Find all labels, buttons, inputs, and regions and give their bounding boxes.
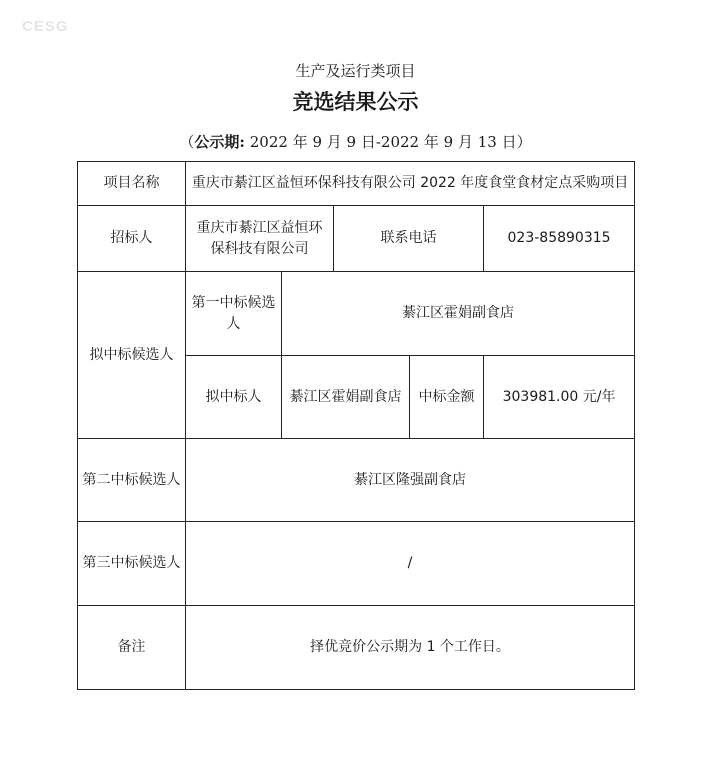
project-name-value: 重庆市綦江区益恒环保科技有限公司 2022 年度食堂食材定点采购项目 bbox=[186, 162, 635, 206]
result-table bbox=[77, 161, 635, 690]
first-candidate-label: 第一中标候选人 bbox=[186, 272, 282, 356]
project-name-label: 项目名称 bbox=[78, 162, 186, 206]
row-second-candidate bbox=[78, 439, 635, 522]
tenderer-value: 重庆市綦江区益恒环保科技有限公司 bbox=[186, 206, 334, 272]
proposed-winner-label: 拟中标人 bbox=[186, 356, 282, 439]
watermark-logo: CESG bbox=[22, 18, 69, 35]
period-value: 2022 年 9 月 9 日-2022 年 9 月 13 日 bbox=[249, 133, 517, 151]
row-remarks bbox=[78, 606, 635, 690]
document-category: 生产及运行类项目 bbox=[295, 62, 416, 80]
tenderer-label: 招标人 bbox=[78, 206, 186, 272]
contact-label: 联系电话 bbox=[334, 206, 484, 272]
first-candidate-value: 綦江区霍娟副食店 bbox=[282, 272, 635, 356]
row-project-name bbox=[78, 162, 635, 206]
remarks-value: 择优竞价公示期为 1 个工作日。 bbox=[186, 606, 635, 690]
proposed-winner-value: 綦江区霍娟副食店 bbox=[282, 356, 410, 439]
document-title: 竞选结果公示 bbox=[292, 89, 419, 114]
row-third-candidate bbox=[78, 522, 635, 606]
bid-amount-value: 303981.00 元/年 bbox=[484, 356, 635, 439]
proposed-candidates-label: 拟中标候选人 bbox=[78, 272, 186, 439]
third-candidate-value: / bbox=[186, 522, 635, 606]
remarks-label: 备注 bbox=[78, 606, 186, 690]
row-tenderer bbox=[78, 206, 635, 272]
second-candidate-value: 綦江区隆强副食店 bbox=[186, 439, 635, 522]
bid-amount-label: 中标金额 bbox=[410, 356, 484, 439]
third-candidate-label: 第三中标候选人 bbox=[78, 522, 186, 606]
contact-value: 023-85890315 bbox=[484, 206, 635, 272]
second-candidate-label: 第二中标候选人 bbox=[78, 439, 186, 522]
announcement-period: （公示期: 2022 年 9 月 9 日-2022 年 9 月 13 日） bbox=[179, 133, 532, 151]
row-first-candidate bbox=[78, 272, 635, 356]
period-label: 公示期: bbox=[194, 133, 245, 151]
